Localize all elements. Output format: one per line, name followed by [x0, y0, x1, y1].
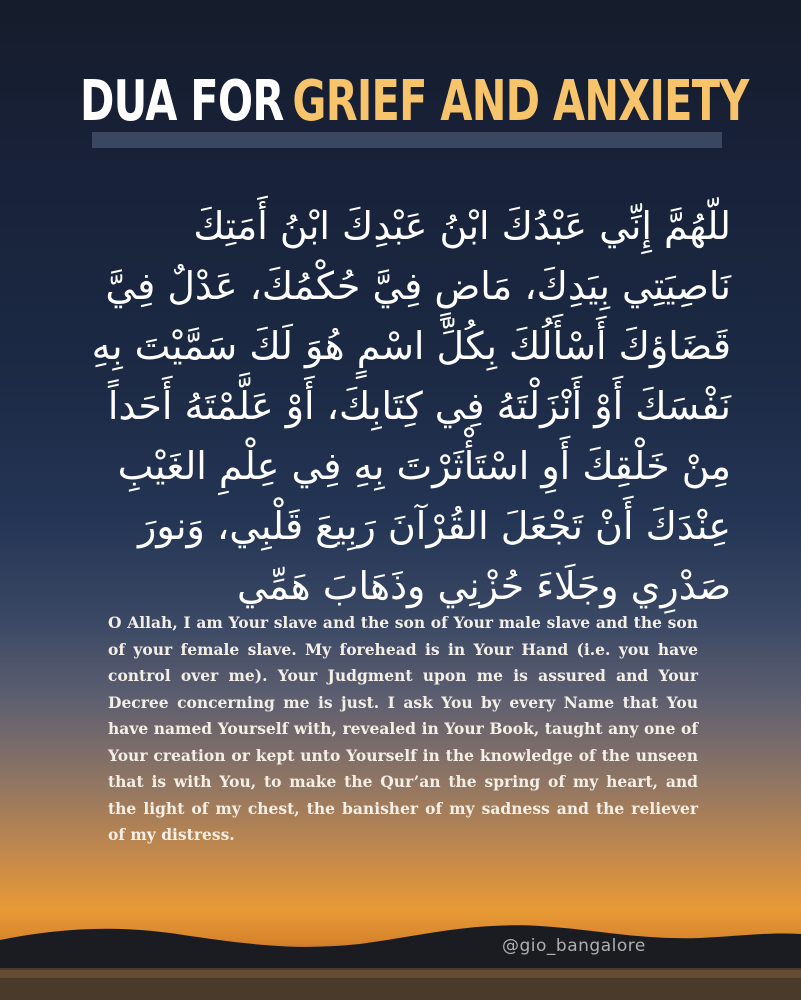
title-part-highlight: GRIEF AND ANXIETY [292, 69, 749, 134]
hills-silhouette [0, 910, 801, 1000]
title-block [80, 62, 749, 154]
page-title [80, 62, 749, 142]
english-translation: O Allah, I am Your slave and the son of Your male slave and the son of your female slave. My forehead is in Your Hand (i.e. you have control over me). Your Judgment upon me is assured and Your Decree concerning me is just. I ask You by every Name that You have named Yourself with, revealed in Your Book, taught any one of Your creation or kept unto Yourself in the knowledge of the unseen that is with You, to make the Qur’an the spring of my heart, and the light of my chest, the banisher of my sadness and the reliever of my distress. [108, 613, 698, 844]
arabic-line: مِنْ خَلْقِكَ أَوِ اسْتَأْثَرْتَ بِهِ فِي عِلْمِ الغَيْبِ [117, 444, 731, 488]
arabic-dua-text [51, 196, 731, 616]
title-part-white: DUA FOR [80, 69, 284, 134]
arabic-line: صَدْرِي وجَلَاءَ حُزْنِي وذَهَابَ هَمِّي [236, 564, 731, 608]
arabic-line: عِنْدَكَ أَنْ تَجْعَلَ القُرْآنَ رَبِيعَ قَلْبِي، وَنورَ [137, 504, 731, 548]
arabic-line: قَضَاؤكَ أَسْأَلُكَ بِكُلِّ اسْمٍ هُوَ لَكَ سَمَّيْتَ بِهِ [91, 324, 731, 368]
arabic-line: نَفْسَكَ أَوْ أَنْزَلْتَهُ فِي كِتَابِكَ، أَوْ عَلَّمْتَهُ أَحَداً [107, 384, 731, 428]
arabic-line: للّهُمَّ إِنِّي عَبْدُكَ ابْنُ عَبْدِكَ ابْنُ أَمَتِكَ [193, 204, 731, 248]
arabic-line: نَاصِيَتِي بِيَدِكَ، مَاضٍ فِيَّ حُكْمُكَ، عَدْلٌ فِيَّ [105, 264, 731, 308]
watermark-handle: @gio_bangalore [502, 936, 646, 956]
